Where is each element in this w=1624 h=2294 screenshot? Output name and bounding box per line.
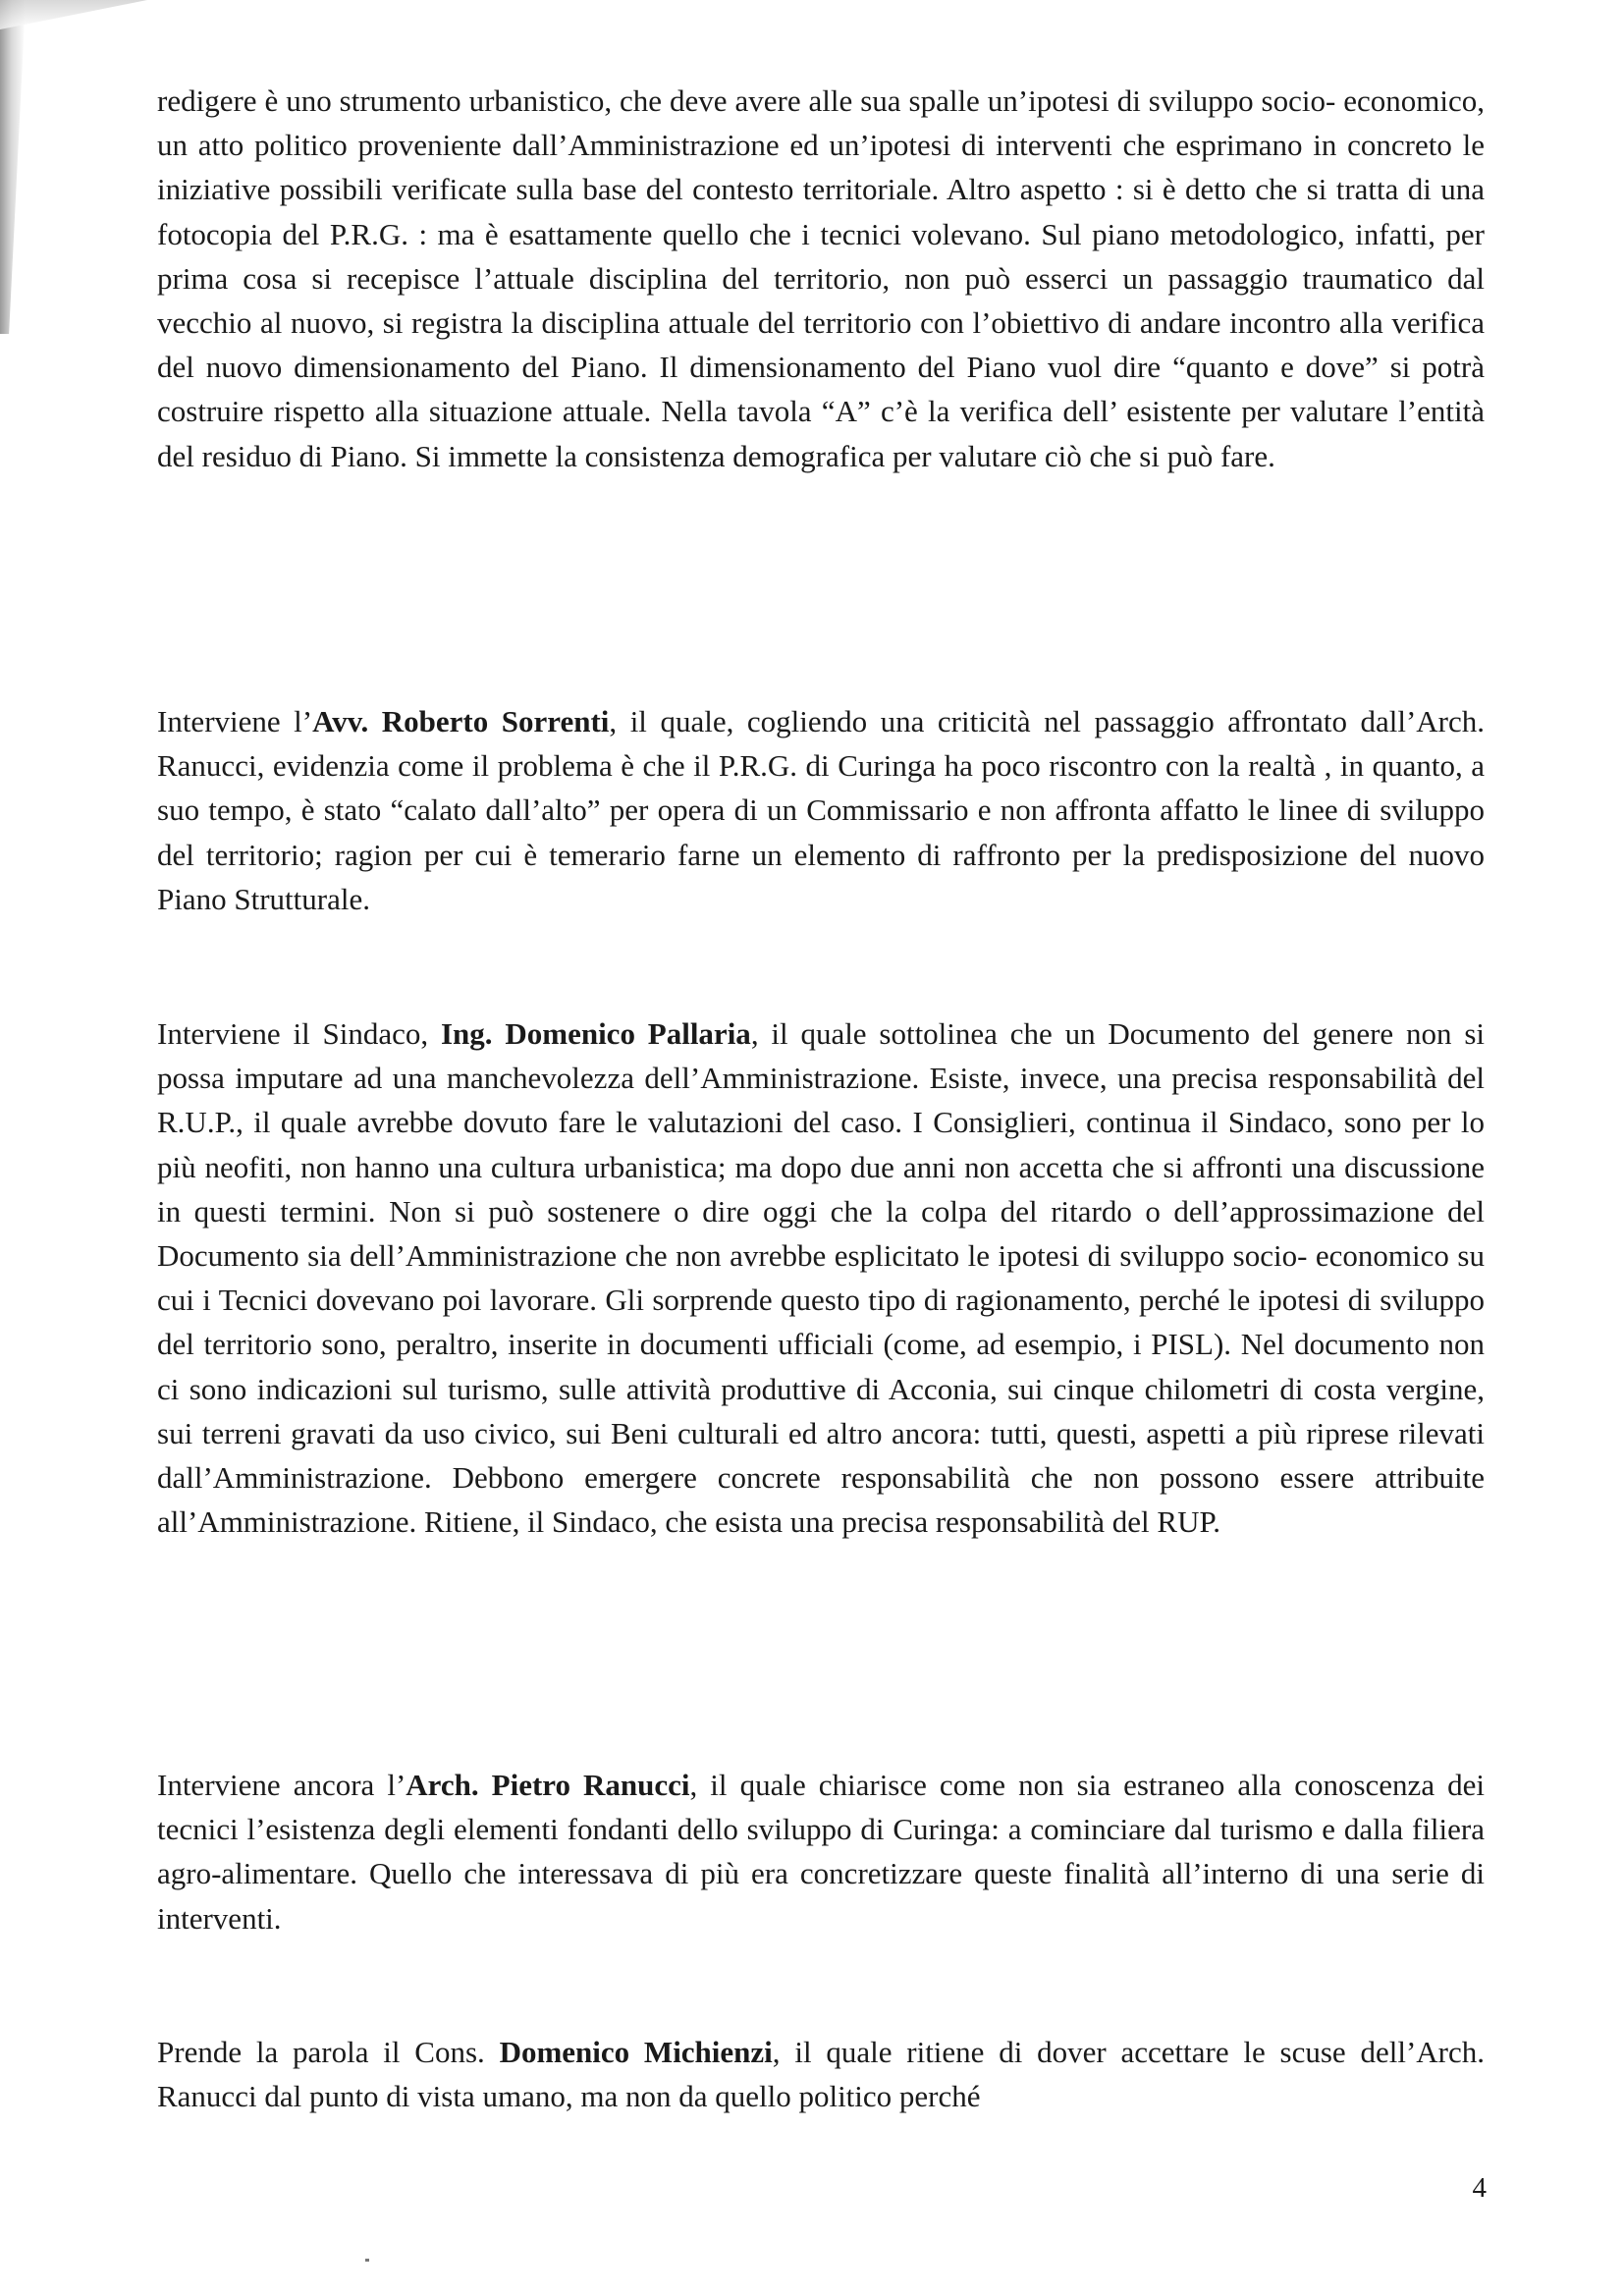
paragraph-text: , il quale, cogliendo una criticità nel passaggio affrontato dall’Arch. Ranucci, evidenzia come il problema è che il P.R.G. di Curinga ha poco riscontro con la realtà , in quanto, a suo tempo, è stato “calato dall’alto” per opera di un Commissario e non affronta affatto le linee di sviluppo del territorio; ragion per cui è temerario farne un elemento di raffronto per la predisposizione del nuovo Piano Strutturale. [157, 704, 1486, 916]
paragraph-text: , il quale chiarisce come non sia estraneo alla conoscenza dei tecnici l’esistenza degli elementi fondanti dello sviluppo di Curinga: a cominciare dal turismo e dalla filiera agro-alimentare. Quello che interessava di più era concretizzare queste finalità all’interno di una serie di interventi. [157, 1768, 1485, 1936]
paragraph-text: redigere è uno strumento urbanistico, che deve avere alle sua spalle un’ipotesi di sviluppo socio- economico, un atto politico proveniente dall’Amministrazione ed un’ipotesi di interventi che esprimano in concreto le iniziative possibili verificate sulla base del contesto territoriale. Altro aspetto : si è detto che si tratta di una fotocopia del P.R.G. : ma è esattamente quello che i tecnici volevano. Sul piano metodologico, infatti, per prima cosa si recepisce l’attuale disciplina del territorio, non può esserci un passaggio traumatico dal vecchio al nuovo, si registra la disciplina attuale del territorio con l’obiettivo di andare incontro alla verifica del nuovo dimensionamento del Piano. Il dimensionamento del Piano vuol dire “quanto e dove” si potrà costruire rispetto alla situazione attuale. Nella tavola “A” c’è la verifica dell’ esistente per valutare l’entità del residuo di Piano. Si immette la consistenza demografica per valutare ciò che si può fare. [157, 83, 1485, 473]
paragraph-michienzi [157, 2030, 1485, 2118]
paragraph-sorrenti [157, 699, 1485, 921]
page-number: 4 [1472, 2172, 1487, 2204]
scan-edge-shadow [0, 0, 26, 334]
paragraph-lead: Prende la parola il Cons. [157, 2035, 500, 2069]
paragraph-continuation [157, 79, 1485, 478]
scan-speck [365, 2259, 369, 2262]
paragraph-ranucci [157, 1763, 1485, 1940]
paragraph-text: , il quale sottolinea che un Documento del genere non si possa imputare ad una manchevolezza dell’Amministrazione. Esiste, invece, una precisa responsabilità del R.U.P., il quale avrebbe dovuto fare le valutazioni del caso. I Consiglieri, continua il Sindaco, sono per lo più neofiti, non hanno una cultura urbanistica; ma dopo due anni non accetta che si affronti una discussione in questi termini. Non si può sostenere o dire oggi che la colpa del ritardo o dell’approssimazione del Documento sia dell’Amministrazione che non avrebbe esplicitato le ipotesi di sviluppo socio- economico su cui i Tecnici dovevano poi lavorare. Gli sorprende questo tipo di ragionamento, perché le ipotesi di sviluppo del territorio sono, peraltro, inserite in documenti ufficiali (come, ad esempio, i PISL). Nel documento non ci sono indicazioni sul turismo, sulle attività produttive di Acconia, sui cinque chilometri di costa vergine, sui terreni gravati da uso civico, sui Beni culturali ed altro ancora: tutti, questi, aspetti a più riprese rilevati dall’Amministrazione. Debbono emergere concrete responsabilità che non possono essere attribuite all’Amministrazione. Ritiene, il Sindaco, che esista una precisa responsabilità del RUP. [157, 1016, 1486, 1540]
paragraph-pallaria [157, 1011, 1485, 1544]
scan-corner-fold [0, 0, 147, 29]
speaker-name: Avv. Roberto Sorrenti [312, 704, 610, 738]
paragraph-lead: Interviene il Sindaco, [157, 1016, 441, 1051]
paragraph-lead: Interviene l’ [157, 704, 313, 738]
speaker-name: Domenico Michienzi [499, 2035, 773, 2069]
paragraph-text: , il quale ritiene di dover accettare le scuse dell’Arch. Ranucci dal punto di vista umano, ma non da quello politico perché [157, 2035, 1485, 2114]
speaker-name: Arch. Pietro Ranucci [406, 1768, 690, 1802]
paragraph-lead: Interviene ancora l’ [157, 1768, 406, 1802]
speaker-name: Ing. Domenico Pallaria [440, 1016, 751, 1051]
